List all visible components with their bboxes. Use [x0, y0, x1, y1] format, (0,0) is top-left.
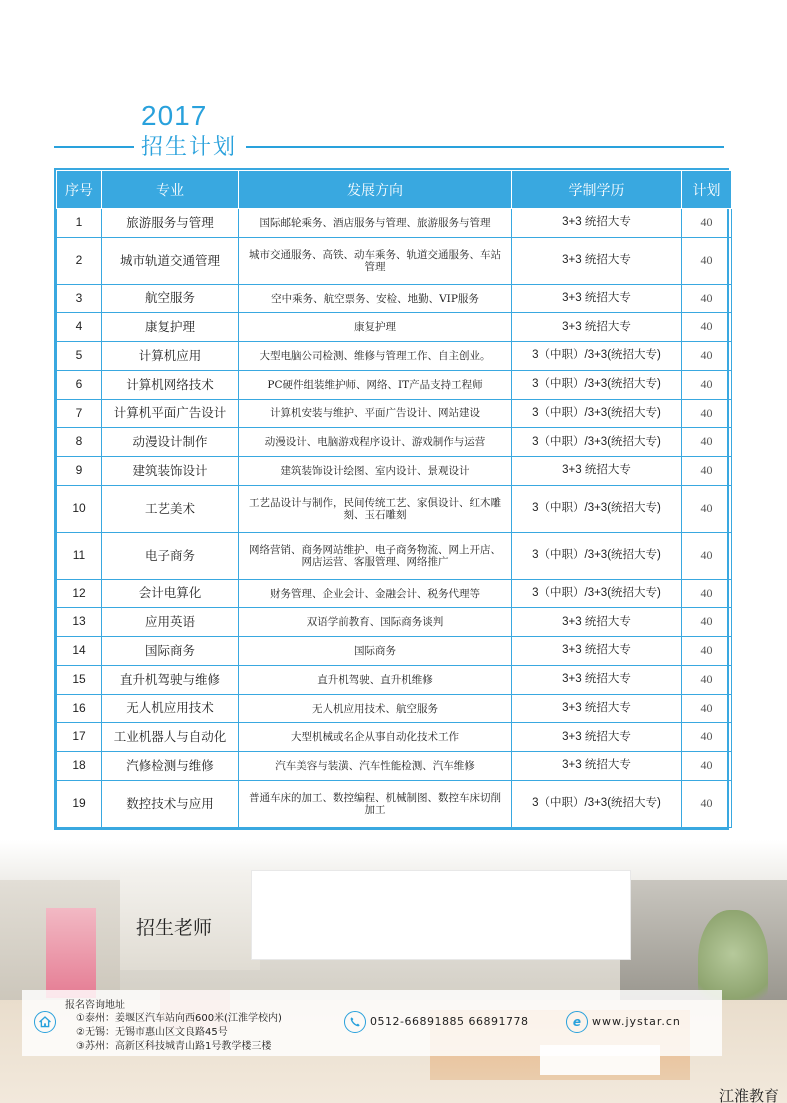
- cell-no: 17: [57, 723, 102, 752]
- cell-no: 3: [57, 284, 102, 313]
- table-row: [57, 457, 732, 486]
- cell-direction: 国际商务: [239, 637, 512, 666]
- cell-direction: 国际邮轮乘务、酒店服务与管理、旅游服务与管理: [239, 209, 512, 238]
- cell-direction: 空中乘务、航空票务、安检、地勤、VIP服务: [239, 284, 512, 313]
- cell-no: 4: [57, 313, 102, 342]
- cell-direction: 城市交通服务、高铁、动车乘务、轨道交通服务、车站管理: [239, 237, 512, 284]
- cell-system: 3+3 统招大专: [512, 284, 682, 313]
- table-row: [57, 665, 732, 694]
- table-row: [57, 579, 732, 608]
- cell-major: 建筑装饰设计: [102, 457, 239, 486]
- home-icon: [34, 1011, 56, 1033]
- cell-no: 5: [57, 342, 102, 371]
- cell-plan: 40: [682, 608, 732, 637]
- cell-system: 3（中职）/3+3(统招大专): [512, 780, 682, 827]
- table-row: [57, 209, 732, 238]
- cell-system: 3+3 统招大专: [512, 608, 682, 637]
- table-row: [57, 608, 732, 637]
- cell-major: 计算机平面广告设计: [102, 399, 239, 428]
- cell-system: 3+3 统招大专: [512, 752, 682, 781]
- phone-icon: [344, 1011, 366, 1033]
- cell-major: 工业机器人与自动化: [102, 723, 239, 752]
- cell-direction: 大型电脑公司检测、维修与管理工作、自主创业。: [239, 342, 512, 371]
- cell-no: 8: [57, 428, 102, 457]
- table-row: [57, 237, 732, 284]
- cell-plan: 40: [682, 428, 732, 457]
- cell-direction: PC硬件组装维护师、网络、IT产品支持工程师: [239, 370, 512, 399]
- cell-no: 13: [57, 608, 102, 637]
- cell-plan: 40: [682, 752, 732, 781]
- cell-major: 动漫设计制作: [102, 428, 239, 457]
- col-header-system: 学制学历: [512, 171, 682, 209]
- cell-no: 15: [57, 665, 102, 694]
- cell-no: 2: [57, 237, 102, 284]
- brand-name: 江淮教育: [719, 1087, 780, 1103]
- table-row: [57, 485, 732, 532]
- phone-numbers: 0512-66891885 66891778: [370, 1015, 529, 1028]
- cell-system: 3（中职）/3+3(统招大专): [512, 428, 682, 457]
- table-header-row: [57, 171, 732, 209]
- table-row: [57, 399, 732, 428]
- cell-major: 数控技术与应用: [102, 780, 239, 827]
- cell-no: 9: [57, 457, 102, 486]
- cell-major: 旅游服务与管理: [102, 209, 239, 238]
- cell-system: 3+3 统招大专: [512, 723, 682, 752]
- cell-no: 10: [57, 485, 102, 532]
- header-year: 2017: [141, 100, 208, 131]
- table-row: [57, 637, 732, 666]
- cell-plan: 40: [682, 637, 732, 666]
- cell-direction: 无人机应用技术、航空服务: [239, 694, 512, 723]
- recruit-teacher-label: 招生老师: [136, 917, 213, 939]
- cell-direction: 双语学前教育、国际商务谈判: [239, 608, 512, 637]
- cell-system: 3（中职）/3+3(统招大专): [512, 342, 682, 371]
- cell-system: 3（中职）/3+3(统招大专): [512, 370, 682, 399]
- cell-plan: 40: [682, 209, 732, 238]
- cell-system: 3+3 统招大专: [512, 209, 682, 238]
- table-row: [57, 284, 732, 313]
- cell-plan: 40: [682, 342, 732, 371]
- cell-no: 16: [57, 694, 102, 723]
- cell-system: 3+3 统招大专: [512, 694, 682, 723]
- cell-major: 康复护理: [102, 313, 239, 342]
- cell-no: 7: [57, 399, 102, 428]
- col-header-direction: 发展方向: [239, 171, 512, 209]
- header-rule-right: [246, 146, 724, 148]
- cell-direction: 汽车美容与装潢、汽车性能检测、汽车维修: [239, 752, 512, 781]
- contact-title: 报名咨询地址: [65, 1000, 125, 1011]
- cell-major: 会计电算化: [102, 579, 239, 608]
- cell-direction: 财务管理、企业会计、金融会计、税务代理等: [239, 579, 512, 608]
- cell-system: 3（中职）/3+3(统招大专): [512, 579, 682, 608]
- web-icon: e: [566, 1011, 588, 1033]
- enrollment-table: [54, 168, 729, 830]
- cell-direction: 计算机安装与维护、平面广告设计、网站建设: [239, 399, 512, 428]
- cell-direction: 建筑装饰设计绘图、室内设计、景观设计: [239, 457, 512, 486]
- address-suzhou: ③苏州：高新区科技城青山路1号教学楼三楼: [76, 1041, 272, 1052]
- table-row: [57, 313, 732, 342]
- cell-major: 城市轨道交通管理: [102, 237, 239, 284]
- cell-plan: 40: [682, 485, 732, 532]
- cell-no: 1: [57, 209, 102, 238]
- cell-system: 3+3 统招大专: [512, 313, 682, 342]
- cell-major: 应用英语: [102, 608, 239, 637]
- cell-direction: 大型机械或名企从事自动化技术工作: [239, 723, 512, 752]
- cell-no: 14: [57, 637, 102, 666]
- cell-major: 汽修检测与维修: [102, 752, 239, 781]
- cell-plan: 40: [682, 579, 732, 608]
- table-row: [57, 532, 732, 579]
- header-rule-left: [54, 146, 134, 148]
- cell-system: 3（中职）/3+3(统招大专): [512, 532, 682, 579]
- cell-plan: 40: [682, 399, 732, 428]
- cell-no: 6: [57, 370, 102, 399]
- cell-no: 19: [57, 780, 102, 827]
- cell-direction: 动漫设计、电脑游戏程序设计、游戏制作与运营: [239, 428, 512, 457]
- cell-direction: 直升机驾驶、直升机维修: [239, 665, 512, 694]
- cell-system: 3（中职）/3+3(统招大专): [512, 399, 682, 428]
- cell-plan: 40: [682, 370, 732, 399]
- cell-system: 3（中职）/3+3(统招大专): [512, 485, 682, 532]
- cell-plan: 40: [682, 284, 732, 313]
- table-row: [57, 370, 732, 399]
- cell-major: 直升机驾驶与维修: [102, 665, 239, 694]
- cell-major: 工艺美术: [102, 485, 239, 532]
- address-wuxi: ②无锡：无锡市惠山区文良路45号: [76, 1027, 228, 1038]
- cell-direction: 工艺品设计与制作，民间传统工艺、家俱设计、红木雕刻、玉石雕刻: [239, 485, 512, 532]
- website-url[interactable]: www.jystar.cn: [592, 1015, 681, 1028]
- cell-plan: 40: [682, 237, 732, 284]
- cell-system: 3+3 统招大专: [512, 665, 682, 694]
- cell-major: 电子商务: [102, 532, 239, 579]
- table-row: [57, 342, 732, 371]
- cell-plan: 40: [682, 723, 732, 752]
- cell-plan: 40: [682, 532, 732, 579]
- table-row: [57, 752, 732, 781]
- table-row: [57, 723, 732, 752]
- col-header-major: 专业: [102, 171, 239, 209]
- cell-plan: 40: [682, 457, 732, 486]
- cell-plan: 40: [682, 780, 732, 827]
- cell-plan: 40: [682, 313, 732, 342]
- page-title: 招生计划: [141, 135, 238, 160]
- col-header-plan: 计划: [682, 171, 732, 209]
- col-header-no: 序号: [57, 171, 102, 209]
- table-row: [57, 428, 732, 457]
- cell-major: 无人机应用技术: [102, 694, 239, 723]
- cell-plan: 40: [682, 694, 732, 723]
- cell-no: 11: [57, 532, 102, 579]
- cell-direction: 网络营销、商务网站维护、电子商务物流、网上开店、网店运营、客服管理、网络推广: [239, 532, 512, 579]
- cell-major: 国际商务: [102, 637, 239, 666]
- cell-major: 计算机应用: [102, 342, 239, 371]
- cell-direction: 康复护理: [239, 313, 512, 342]
- table-row: [57, 694, 732, 723]
- cell-plan: 40: [682, 665, 732, 694]
- cell-system: 3+3 统招大专: [512, 637, 682, 666]
- cell-major: 航空服务: [102, 284, 239, 313]
- recruit-teacher-box: [251, 870, 631, 960]
- cell-direction: 普通车床的加工、数控编程、机械制图、数控车床切削加工: [239, 780, 512, 827]
- cell-major: 计算机网络技术: [102, 370, 239, 399]
- cell-no: 18: [57, 752, 102, 781]
- cell-system: 3+3 统招大专: [512, 237, 682, 284]
- cell-system: 3+3 统招大专: [512, 457, 682, 486]
- table-row: [57, 780, 732, 827]
- address-taizhou: ①泰州：姜堰区汽车站向西600米(江淮学校内): [76, 1013, 282, 1024]
- cell-no: 12: [57, 579, 102, 608]
